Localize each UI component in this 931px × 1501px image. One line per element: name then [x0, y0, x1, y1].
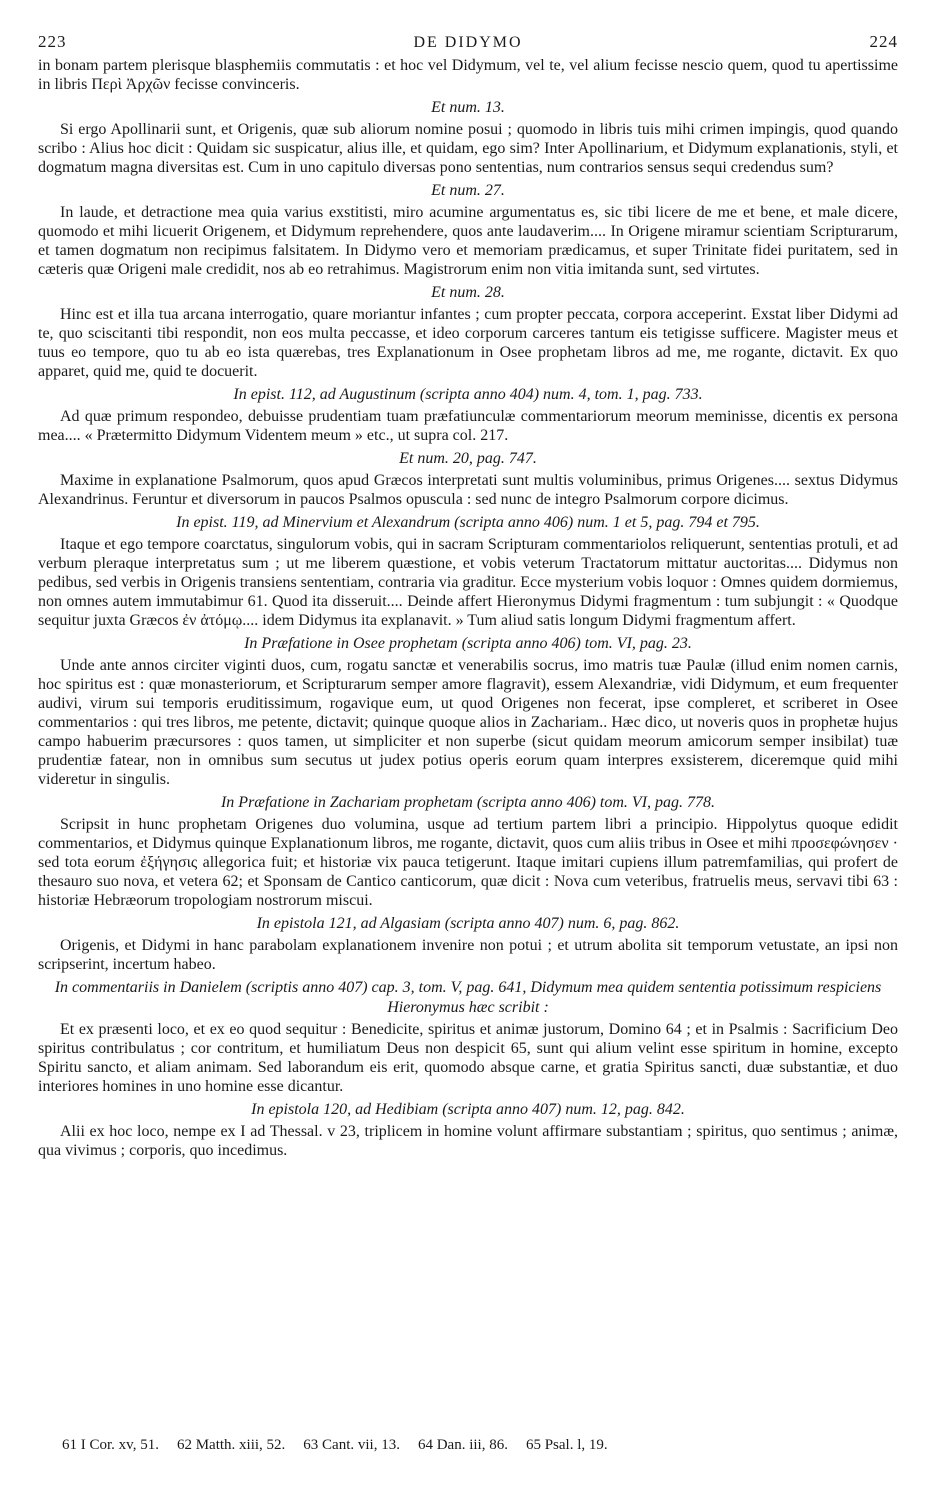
- section-heading: [38, 634, 898, 654]
- body-paragraph: Hinc est et illa tua arcana interrogatio, quare moriantur infantes ; cum propter peccata, corpora acceperint. Exstat liber Didymi ad te, quo sciscitanti tibi respondit, non eos multa peccasse, et ideo corporum carceres tantum eis tetigisse sufficere. Magister meus et tuus eo tempore, quo tu ab eo ista quærebas, tres Explanationum in Osee prophetam libros ad me, me rogante, dictavit. Ex quo apparet, quid me, quid te docuerit.: [38, 306, 898, 380]
- section-heading: [38, 793, 898, 813]
- footnote: 62 Matth. xiii, 52.: [176, 1437, 286, 1453]
- page: [38, 32, 898, 1160]
- page-body: [38, 56, 898, 1160]
- footnote: 65 Psal. l, 19.: [525, 1437, 608, 1453]
- section-heading: [38, 181, 898, 201]
- section-heading: [38, 98, 898, 118]
- body-paragraph: Unde ante annos circiter viginti duos, cum, rogatu sanctæ et venerabilis socrus, imo matris tuæ Paulæ (illud enim nomen carnis, hoc spiritus est : quæ monasteriorum, et Scripturarum semper amore flagravit), essem Alexandriæ, vidi Didymum, et eum frequenter audivi, virum sui temporis eruditissimum, rogavique eum, ut quod Origenes non fecerat, ipse compleret, et scriberet in Osee commentarios : qui tres libros, me petente, dictavit; quinque quoque alios in Zachariam.. Hæc dico, ut noveris quos in prophetæ hujus campo habuerim præcursores : quos tamen, ut simpliciter et non superbe (sicut quidam meorum amicorum semper insibilat) tuæ prudentiæ fatear, non in omnibus sum secutus ut judex potius operis eorum quam interpres exsisterem, diceremque quid mihi videretur in singulis.: [38, 657, 898, 788]
- section-heading: [38, 513, 898, 533]
- section-heading-text: In epist. 112, ad Augustinum (scripta anno 404) num. 4, tom. 1, pag. 733.: [233, 386, 703, 403]
- section-heading-text: In commentariis in Danielem (scriptis anno 407) cap. 3, tom. V, pag. 641, Didymum mea quidem sententia potissimum respiciens Hieronymus hæc scribit :: [54, 979, 882, 1016]
- body-paragraph: in bonam partem plerisque blasphemiis commutatis : et hoc vel Didymum, vel te, vel alium fecisse nescio quem, quod tu apertissime in libris Περὶ Ἀρχῶν fecisse convinceris.: [38, 57, 898, 93]
- section-heading: [38, 1100, 898, 1120]
- footnote: 64 Dan. iii, 86.: [417, 1437, 508, 1453]
- section-heading-text: In epist. 119, ad Minervium et Alexandrum (scripta anno 406) num. 1 et 5, pag. 794 et 795.: [176, 514, 760, 531]
- body-paragraph: Origenis, et Didymi in hanc parabolam explanationem invenire non potui ; et utrum abolita sit temporum vetustate, an ipsi non scripserint, incertum habeo.: [38, 937, 898, 973]
- footnote: 63 Cant. vii, 13.: [303, 1437, 400, 1453]
- body-paragraph: Alii ex hoc loco, nempe ex I ad Thessal. v 23, triplicem in homine volunt affirmare substantiam ; spiritus, quo sentimus ; animæ, qua vivimus ; corporis, quo incedimus.: [38, 1123, 898, 1159]
- page-header: [38, 32, 898, 54]
- section-heading-text: In epistola 121, ad Algasiam (scripta anno 407) num. 6, pag. 862.: [256, 915, 680, 932]
- section-heading-text: Et num. 27.: [431, 182, 505, 199]
- section-heading: [38, 978, 898, 1018]
- running-title: DE DIDYMO: [413, 34, 523, 51]
- body-paragraph: Maxime in explanatione Psalmorum, quos apud Græcos interpretati sunt multis voluminibus, primus Origenes.... sextus Didymus Alexandrinus. Feruntur et diversorum in paucos Psalmos opuscula : sed nunc de integro Psalmorum corpore dicimus.: [38, 472, 898, 508]
- section-heading: [38, 449, 898, 469]
- section-heading-text: Et num. 28.: [431, 284, 505, 301]
- body-paragraph: Et ex præsenti loco, et ex eo quod sequitur : Benedicite, spiritus et animæ justorum, Domino 64 ; et in Psalmis : Sacrificium Deo spiritus contribulatus ; cor contritum, et humiliatum Deus non despicit 65, sunt qui alium velint esse spiritum in homine, excepto Spiritu sancto, et aliam animam. Sed laborandum eis erit, quomodo absque carne, et gratia Spiritus sancti, duæ substantiæ, et duo interiores homines in uno homine esse dicantur.: [38, 1021, 898, 1095]
- section-heading-text: Et num. 20, pag. 747.: [399, 450, 537, 467]
- body-paragraph: Itaque et ego tempore coarctatus, singulorum vobis, qui in sacram Scripturam commentariolos reliquerunt, sententias protuli, et ad verbum pleraque interpretatus sum ; ut me liberem quæstione, et vobis veterum Tractatorum mittatur auctoritas.... Didymus non pedibus, sed verbis in Origenis transiens sententiam, contraria via graditur. Ecce mysterium vobis loquor : Omnes quidem dormiemus, non omnes autem immutabimur 61. Quod ita disseruit.... Deinde affert Hieronymus Didymi fragmentum : tum subjungit : « Quodque sequitur juxta Græcos ἐν ἀτόμῳ.... idem Didymus ita explanavit. » Tum aliud satis longum Didymi fragmentum affert.: [38, 536, 898, 629]
- body-paragraph: Si ergo Apollinarii sunt, et Origenis, quæ sub aliorum nomine posui ; quomodo in libris tuis mihi crimen impingis, quod quando scribo : Alius hoc dicit : Quidam sic suspicatur, alius ille, et quidam, ego sim? Inter Apollinarium, et Didymum explanationis, styli, et dogmatum magna diversitas est. Cum in uno capitulo diversas pono sententias, num contrarios sensus sequi credendus sum?: [38, 121, 898, 176]
- section-heading-text: Et num. 13.: [431, 99, 505, 116]
- section-heading: [38, 385, 898, 405]
- body-paragraph: Ad quæ primum respondeo, debuisse prudentiam tuam præfatiunculæ commentariorum meorum meminisse, dicentis ex persona mea.... « Prætermitto Didymum Videntem meum » etc., ut supra col. 217.: [38, 408, 898, 444]
- left-page-number: 223: [38, 32, 67, 51]
- section-heading: [38, 914, 898, 934]
- section-heading-text: In Præfatione in Zachariam prophetam (scripta anno 406) tom. VI, pag. 778.: [220, 794, 716, 811]
- section-heading: [38, 283, 898, 303]
- footnote: 61 I Cor. xv, 51.: [62, 1437, 159, 1453]
- section-heading-text: In Præfatione in Osee prophetam (scripta anno 406) tom. VI, pag. 23.: [244, 635, 692, 652]
- body-paragraph: Scripsit in hunc prophetam Origenes duo volumina, usque ad tertium partem libri a principio. Hippolytus quoque edidit commentarios, et Didymus quinque Explanationum libros, me rogante, dictavit, quos cum aliis tribus in Osee et mihi προσεφώνησεν · sed tota eorum ἐξήγησις allegorica fuit; et historiæ vix pauca tetigerunt. Itaque imitari cupiens illum patremfamilias, qui profert de thesauro suo nova, et vetera 62; et Sponsam de Cantico canticorum, quæ dicit : Nova cum veteribus, fratruelis meus, servavi tibi 63 : historiæ Hebræorum tropologiam nostrorum miscui.: [38, 816, 898, 909]
- section-heading-text: In epistola 120, ad Hedibiam (scripta anno 407) num. 12, pag. 842.: [251, 1101, 685, 1118]
- body-paragraph: In laude, et detractione mea quia varius exstitisti, miro acumine argumentatus es, sic tibi licere de me et bene, et male dicere, quomodo et mihi licuerit Origenem, et Didymum reprehendere, quos ante laudaverim.... In Origene miramur scientiam Scripturarum, et tamen dogmatum non recipimus falsitatem. In Didymo vero et memoriam prædicamus, et super Trinitate fidei puritatem, sed in cæteris quæ Origeni male credidit, nos ab eo retrahimus. Magistrorum enim non vitia imitanda sunt, sed virtutes.: [38, 204, 898, 278]
- right-page-number: 224: [869, 32, 898, 51]
- footnotes: [62, 1437, 608, 1454]
